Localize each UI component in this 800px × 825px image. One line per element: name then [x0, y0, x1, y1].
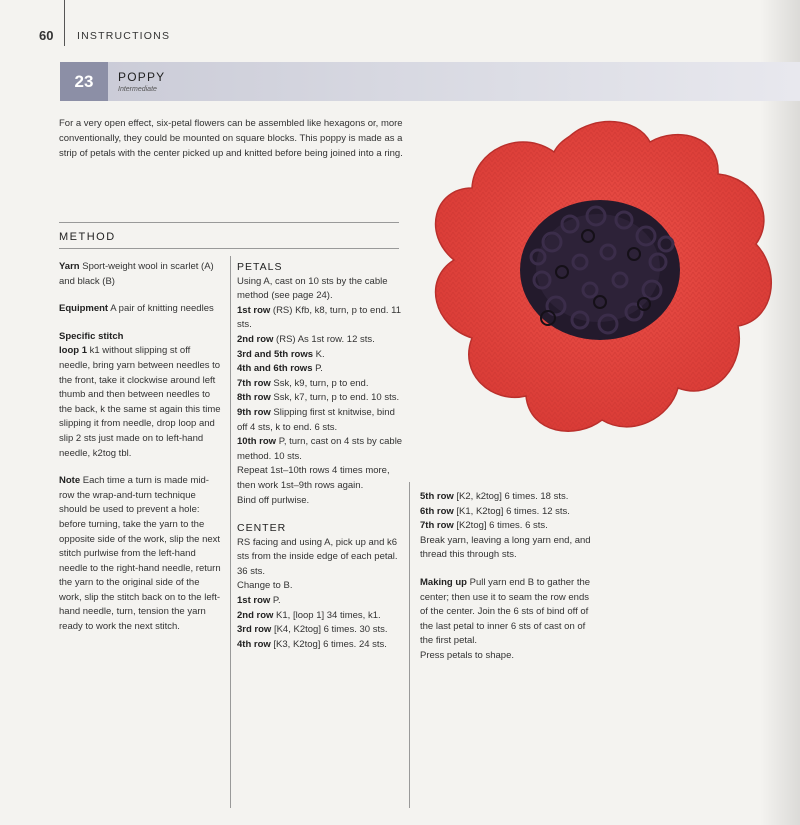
petals-heading: PETALS [237, 261, 283, 273]
yarn-entry [59, 260, 221, 289]
petals-center-column [237, 260, 403, 652]
specific-stitch-heading: Specific stitch [59, 330, 124, 342]
pattern-title: POPPY [118, 70, 166, 84]
intro-divider [59, 222, 399, 223]
petals-row: 7th row Ssk, k9, turn, p to end. [237, 377, 369, 389]
petals-row: 10th row P, turn, cast on 4 sts by cable method. 10 sts. [237, 436, 403, 462]
making-up-entry [420, 576, 592, 649]
yarn-text: Sport-weight wool in scarlet (A) and black (B) [59, 261, 214, 287]
center-row: 6th row [K1, K2tog] 6 times. 12 sts. [420, 505, 570, 517]
finishing-column [420, 490, 592, 664]
section-title: INSTRUCTIONS [77, 30, 171, 42]
pattern-level: Intermediate [118, 86, 157, 93]
equipment-entry [59, 302, 221, 317]
materials-column [59, 260, 221, 635]
pattern-banner [60, 62, 800, 101]
method-heading: METHOD [59, 231, 116, 243]
petals-row: 4th and 6th rows P. [237, 363, 323, 375]
equipment-text: A pair of knitting needles [108, 303, 214, 315]
center-change: Change to B. [237, 580, 293, 592]
petals-row: 1st row (RS) Kfb, k8, turn, p to end. 11 sts. [237, 304, 402, 331]
center-heading: CENTER [237, 522, 287, 535]
note-entry [59, 474, 221, 635]
petals-row: 3rd and 5th rows K. [237, 348, 325, 360]
center-row: 5th row [K2, k2tog] 6 times. 18 sts. [420, 491, 569, 502]
intro-paragraph: For a very open effect, six-petal flowers can be assembled like hexagons or, more conventionally, they could be mounted on square blocks. This poppy is made as a strip of petals with the center picked up and knitted before being joined into a ring. [59, 118, 403, 159]
center-row: 7th row [K2tog] 6 times. 6 sts. [420, 520, 548, 532]
poppy-photo [420, 112, 780, 442]
break-yarn-text: Break yarn, leaving a long yarn end, and thread this through sts. [420, 534, 591, 561]
center-row: 3rd row [K4, K2tog] 6 times. 30 sts. [237, 624, 388, 636]
petals-row: 9th row Slipping first st knitwise, bind off 4 sts, k to end. 6 sts. [237, 406, 395, 433]
making-up-label: Making up [420, 576, 467, 588]
column-divider-1 [230, 256, 231, 808]
page-number: 60 [39, 28, 54, 43]
petals-repeat: Repeat 1st–10th rows 4 times more, then work 1st–9th rows again. [237, 465, 390, 491]
poppy-center [520, 200, 680, 340]
note-text: Each time a turn is made mid-row the wrap-and-turn technique should be used to prevent a hole: before turning, take the yarn to the opposite side of the work, slip the next stitch purlwise from the left-hand needle to the right-hand needle, return the yarn to the original side of the work, slip the stitch back on to the left-hand needle, turn, tension the yarn ready to work the next stitch. [59, 475, 221, 633]
column-divider-2 [409, 482, 410, 808]
loop1-entry [59, 344, 221, 461]
petals-bind-off: Bind off purlwise. [237, 494, 310, 506]
header-divider [64, 0, 65, 46]
loop1-text: k1 without slipping st off needle, bring yarn between needles to the front, take it clockwise around left thumb and then between needles to the back, k the same st again this time slipping it from needle, drop loop and slip 2 sts just made on to left-hand needle, k2tog tbl. [59, 345, 221, 459]
press-text: Press petals to shape. [420, 649, 514, 661]
center-intro: RS facing and using A, pick up and k6 sts from the inside edge of each petal. 36 sts. [237, 536, 398, 577]
loop1-label: loop 1 [59, 345, 87, 357]
yarn-label: Yarn [59, 261, 80, 272]
center-row: 1st row P. [237, 595, 281, 607]
pattern-number-badge: 23 [60, 62, 108, 101]
equipment-label: Equipment [59, 303, 109, 315]
petals-row: 2nd row (RS) As 1st row. 12 sts. [237, 333, 375, 345]
petals-row: 8th row Ssk, k7, turn, p to end. 10 sts. [237, 392, 400, 404]
method-divider [59, 248, 399, 249]
center-row: 4th row [K3, K2tog] 6 times. 24 sts. [237, 638, 387, 650]
note-label: Note [59, 475, 81, 487]
center-row: 2nd row K1, [loop 1] 34 times, k1. [237, 609, 381, 621]
petals-intro: Using A, cast on 10 sts by the cable method (see page 24). [237, 275, 388, 302]
making-up-text: Pull yarn end B to gather the center; then use it to seam the row ends of the center. Join the 6 sts of bind off of the last petal to inner 6 sts of cast on of the first petal. [420, 576, 591, 647]
